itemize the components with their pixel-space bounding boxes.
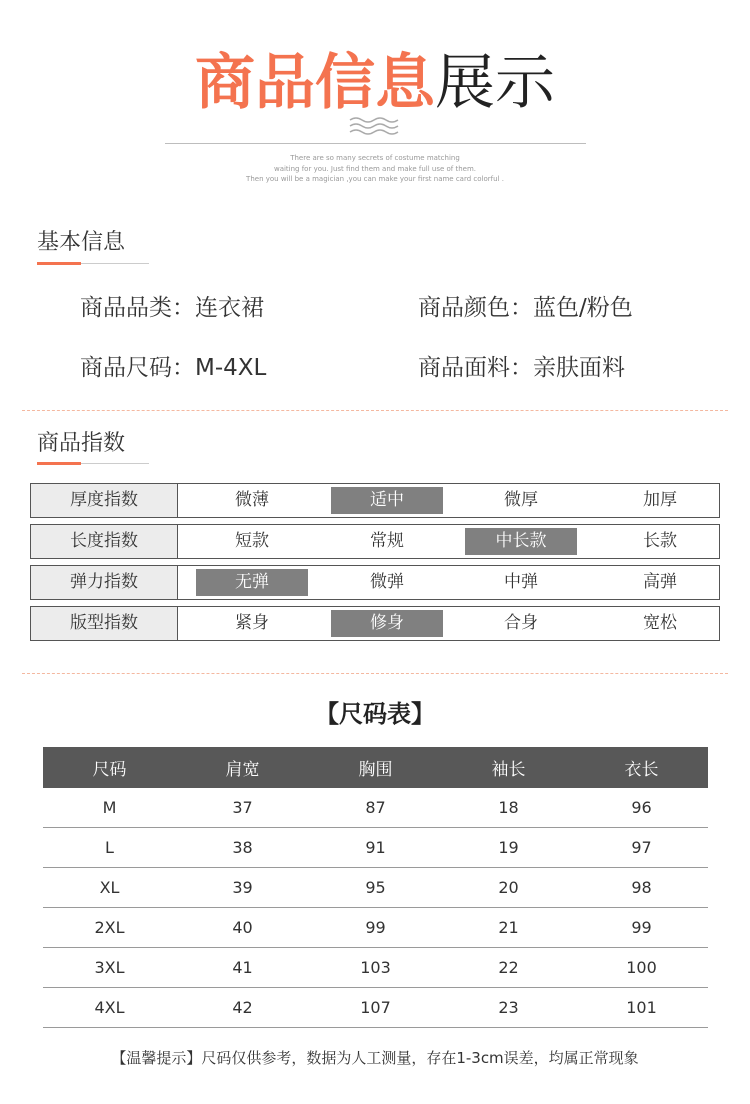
- tagline: [0, 153, 750, 185]
- index-option: 紧身: [235, 613, 269, 633]
- index-option: 加厚: [643, 490, 677, 510]
- index-option-selected: 修身: [331, 610, 443, 637]
- tagline-line: There are so many secrets of costume matching: [290, 154, 460, 162]
- table-cell: 98: [575, 868, 708, 908]
- tip-note: 【温馨提示】尺码仅供参考，数据为人工测量，存在1-3cm误差，均属正常现象: [111, 1049, 639, 1067]
- table-cell: 42: [176, 988, 309, 1028]
- index-rule: [37, 463, 149, 464]
- index-row: [30, 483, 720, 518]
- section-divider: [22, 673, 728, 674]
- table-row: [43, 828, 708, 868]
- index-row-label: 弹力指数: [31, 566, 178, 599]
- index-option: 高弹: [643, 572, 677, 592]
- table-cell: 3XL: [43, 948, 176, 988]
- index-row-label: 长度指数: [31, 525, 178, 558]
- table-cell: 91: [309, 828, 442, 868]
- table-cell: 107: [309, 988, 442, 1028]
- table-cell: 38: [176, 828, 309, 868]
- table-row: [43, 988, 708, 1028]
- table-cell: 20: [442, 868, 575, 908]
- table-cell: 4XL: [43, 988, 176, 1028]
- table-cell: 2XL: [43, 908, 176, 948]
- table-cell: 22: [442, 948, 575, 988]
- column-header: 尺码: [43, 747, 176, 788]
- title-accent: 商品信息: [195, 48, 435, 118]
- section-divider: [22, 410, 728, 411]
- index-row: [30, 524, 720, 559]
- wave-ornament-icon: [348, 117, 402, 135]
- info-label: 商品颜色：: [418, 295, 533, 321]
- table-cell: 99: [309, 908, 442, 948]
- table-cell: 99: [575, 908, 708, 948]
- index-option: 微弹: [370, 572, 404, 592]
- table-cell: 23: [442, 988, 575, 1028]
- title-rest: 展示: [435, 48, 555, 118]
- table-cell: 95: [309, 868, 442, 908]
- table-cell: 103: [309, 948, 442, 988]
- info-category: [80, 293, 264, 323]
- table-cell: M: [43, 788, 176, 828]
- index-option-selected: 中长款: [465, 528, 577, 555]
- info-label: 商品面料：: [418, 355, 533, 381]
- size-table: [43, 747, 708, 1028]
- info-fabric: [418, 353, 625, 383]
- index-option: 中弹: [504, 572, 538, 592]
- column-header: 袖长: [442, 747, 575, 788]
- basic-info-heading: 基本信息: [37, 230, 126, 255]
- index-row-label: 版型指数: [31, 607, 178, 640]
- index-option: 合身: [504, 613, 538, 633]
- table-cell: 41: [176, 948, 309, 988]
- header-divider: [165, 143, 586, 144]
- table-cell: L: [43, 828, 176, 868]
- index-option: 微厚: [504, 490, 538, 510]
- index-row: [30, 565, 720, 600]
- index-row-label: 厚度指数: [31, 484, 178, 517]
- index-option-selected: 适中: [331, 487, 443, 514]
- page-title: [0, 48, 750, 118]
- index-option: 微薄: [235, 490, 269, 510]
- column-header: 肩宽: [176, 747, 309, 788]
- info-label: 商品尺码：: [80, 355, 195, 381]
- table-cell: 100: [575, 948, 708, 988]
- table-cell: 101: [575, 988, 708, 1028]
- info-size: [80, 353, 266, 383]
- index-option: 宽松: [643, 613, 677, 633]
- table-cell: 21: [442, 908, 575, 948]
- basic-info-rule: [37, 263, 149, 264]
- size-chart-caption: 【尺码表】: [315, 700, 435, 728]
- table-cell: 40: [176, 908, 309, 948]
- size-table-header-row: [43, 747, 708, 788]
- index-option-selected: 无弹: [196, 569, 308, 596]
- tagline-line: waiting for you. Just find them and make full use of them.: [273, 164, 477, 173]
- table-row: [43, 948, 708, 988]
- table-cell: 18: [442, 788, 575, 828]
- tagline-line: Then you will be a magician ,you can make your first name card colorful .: [246, 175, 504, 183]
- index-heading: 商品指数: [37, 431, 126, 456]
- table-cell: 19: [442, 828, 575, 868]
- info-color: [418, 293, 633, 323]
- info-value: 亲肤面料: [533, 355, 625, 381]
- table-cell: 37: [176, 788, 309, 828]
- table-cell: 97: [575, 828, 708, 868]
- info-value: M-4XL: [195, 355, 267, 381]
- table-cell: 96: [575, 788, 708, 828]
- info-label: 商品品类：: [80, 295, 195, 321]
- index-option: 长款: [643, 531, 677, 551]
- table-cell: XL: [43, 868, 176, 908]
- info-value: 连衣裙: [195, 295, 264, 321]
- table-cell: 39: [176, 868, 309, 908]
- table-row: [43, 868, 708, 908]
- table-row: [43, 788, 708, 828]
- index-row: [30, 606, 720, 641]
- column-header: 衣长: [575, 747, 708, 788]
- info-value: 蓝色/粉色: [533, 295, 633, 321]
- table-cell: 87: [309, 788, 442, 828]
- column-header: 胸围: [309, 747, 442, 788]
- index-option: 常规: [370, 531, 404, 551]
- index-option: 短款: [235, 531, 269, 551]
- table-row: [43, 908, 708, 948]
